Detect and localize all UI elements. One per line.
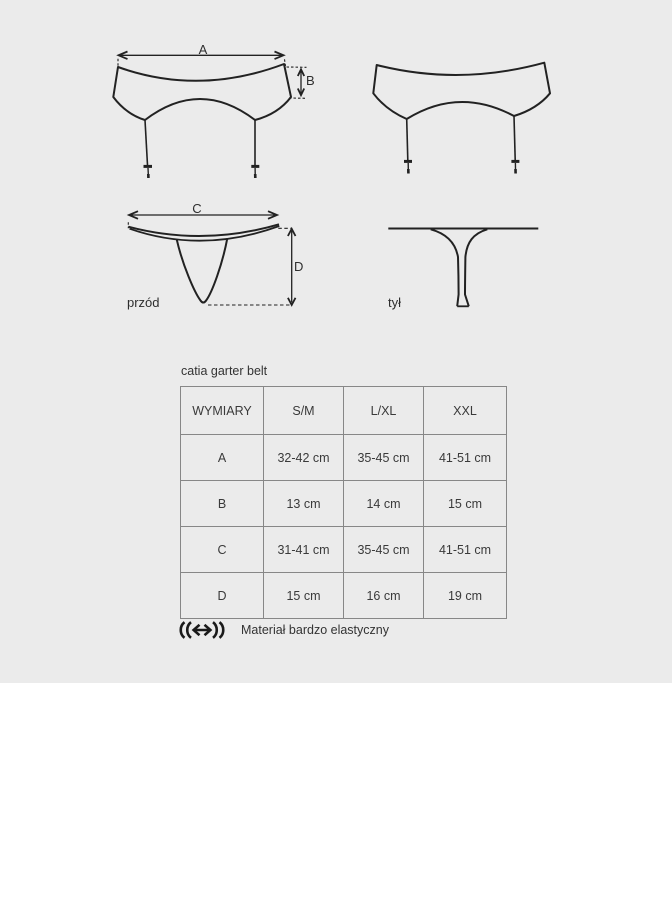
table-row	[181, 527, 507, 573]
dimension-cell: A	[181, 435, 264, 481]
measure-label-b: B	[306, 73, 315, 88]
value-cell: 31-41 cm	[264, 527, 344, 573]
table-row	[181, 481, 507, 527]
table-header-cell: L/XL	[344, 387, 424, 435]
value-cell: 14 cm	[344, 481, 424, 527]
garter-front-diagram	[100, 20, 330, 190]
table-header-cell: XXL	[424, 387, 507, 435]
elastic-material-note: Materiał bardzo elastyczny	[241, 623, 389, 637]
value-cell: 35-45 cm	[344, 435, 424, 481]
value-cell: 41-51 cm	[424, 435, 507, 481]
measure-label-c: C	[192, 201, 202, 216]
value-cell: 41-51 cm	[424, 527, 507, 573]
measure-label-a: A	[198, 42, 208, 57]
size-table	[180, 386, 507, 619]
value-cell: 19 cm	[424, 573, 507, 619]
stretch-arrows-icon	[176, 621, 228, 639]
table-row	[181, 573, 507, 619]
table-header-cell: WYMIARY	[181, 387, 264, 435]
value-cell: 16 cm	[344, 573, 424, 619]
value-cell: 13 cm	[264, 481, 344, 527]
table-row	[181, 435, 507, 481]
material-note-row	[176, 621, 389, 639]
size-table-title: catia garter belt	[181, 364, 268, 378]
value-cell: 15 cm	[424, 481, 507, 527]
value-cell: 15 cm	[264, 573, 344, 619]
dimension-cell: B	[181, 481, 264, 527]
value-cell: 35-45 cm	[344, 527, 424, 573]
back-caption: tył	[388, 295, 401, 310]
table-header-row	[181, 387, 507, 435]
garter-back-diagram	[360, 40, 560, 190]
front-caption: przód	[127, 295, 160, 310]
dimension-cell: C	[181, 527, 264, 573]
value-cell: 32-42 cm	[264, 435, 344, 481]
measure-label-d: D	[294, 259, 304, 274]
table-header-cell: S/M	[264, 387, 344, 435]
dimension-cell: D	[181, 573, 264, 619]
